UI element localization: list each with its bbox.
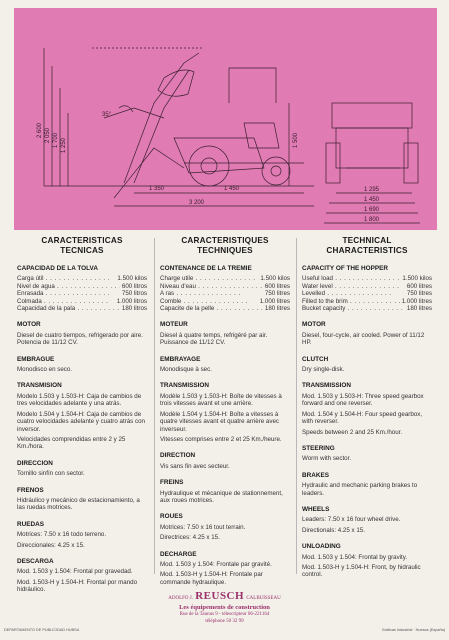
credit-left: DEPARTAMENTO DE PUBLICIDAD HUBSA	[4, 628, 80, 632]
section-title: CLUTCH	[302, 355, 329, 363]
dim-label: 1 450	[224, 186, 240, 192]
section-title: MOTOR	[302, 321, 326, 329]
dim-label: 2 050	[45, 127, 51, 143]
section-title: BRAKES	[302, 471, 329, 479]
dealer-prefix: ADOLFO J.	[168, 596, 193, 601]
spec-text: Directionals: 4.25 x 15.	[302, 526, 365, 534]
section-title: TRANSMISSION	[160, 382, 209, 390]
spec-row	[17, 283, 147, 290]
spec-text: Direccionales: 4.25 x 15.	[17, 541, 85, 549]
spec-row	[160, 305, 290, 312]
spec-value: 600 litres	[406, 282, 432, 290]
dumper-diagram	[14, 8, 437, 230]
spec-row	[160, 283, 290, 290]
spec-section	[17, 382, 147, 450]
spec-text: Vitesses comprises entre 2 et 25 Km./heure.	[160, 435, 282, 443]
spec-value: 180 litros	[121, 305, 147, 313]
spec-text: Leaders: 7.50 x 16 four wheel drive.	[302, 516, 401, 524]
spec-label: Comble . . .	[160, 298, 258, 305]
section-title: EMBRAYAGE	[160, 355, 201, 363]
section-title: DIRECTION	[160, 452, 196, 460]
spec-label: Capacidad de la pala . . .	[17, 305, 120, 312]
dealer-phone: téléphone 50 32 99	[205, 619, 244, 624]
spec-section	[17, 321, 147, 346]
spec-row	[160, 290, 290, 297]
spec-value: 750 litros	[121, 290, 147, 298]
spec-section	[160, 265, 290, 312]
spec-text: Diesel, four-cycle, air cooled. Power of 11/12 HP.	[302, 331, 425, 347]
section-title: CAPACIDAD DE LA TOLVA	[17, 265, 98, 272]
dealer-name: REUSCH	[195, 590, 245, 602]
spec-section	[17, 487, 147, 512]
spec-section	[160, 321, 290, 346]
section-title: EMBRAGUE	[17, 355, 55, 363]
credit-right: Gráficas Industrial · Huesca (España)	[381, 628, 445, 632]
spec-label: Niveau d'eau . . .	[160, 283, 263, 290]
section-title: TRANSMISION	[17, 382, 62, 390]
spec-value: 180 litres	[264, 305, 290, 313]
spec-text: Mod. 1.503-H y 1.504-H: Frontal por mando hidráulico.	[17, 578, 138, 594]
dealer-tagline: Les équipements de construction	[179, 604, 270, 611]
dim-label: 1 800	[364, 217, 380, 223]
spec-section	[302, 321, 432, 346]
spec-label: Capacite de la pelle . . .	[160, 305, 263, 312]
dim-label: 1 295	[364, 187, 380, 193]
spec-label: Colmada . . .	[17, 298, 115, 305]
spec-text: Modèle 1.503 y 1.503-H: Boîte de vitesses à trois vitesses avant et une arrière.	[160, 392, 282, 408]
spec-value: 180 litres	[406, 305, 432, 313]
spec-text: Vis sans fin avec secteur.	[160, 462, 230, 470]
spec-value: 600 litros	[121, 282, 147, 290]
spec-section	[160, 382, 290, 443]
spec-row	[302, 290, 432, 297]
dim-label: 2 600	[37, 122, 43, 138]
angle-label: 35°	[102, 112, 112, 118]
spec-value: 1.500 kilos	[402, 275, 432, 283]
spec-row	[17, 290, 147, 297]
spec-row	[160, 275, 290, 282]
spec-value: 750 litres	[406, 290, 432, 298]
dim-label: 1 500	[293, 132, 299, 148]
dim-label: 1 690	[364, 207, 380, 213]
spec-text: Directrices: 4.25 x 15.	[160, 534, 220, 542]
spec-section	[302, 265, 432, 312]
spec-section	[160, 479, 290, 504]
section-title: DIRECCION	[17, 459, 53, 467]
spec-value: 1.500 kilos	[117, 275, 147, 283]
spec-section	[302, 506, 432, 534]
spec-text: Modelo 1.503 y 1.503-H: Caja de cambios de tres velocidades adelante y una atrás.	[17, 392, 142, 408]
section-title: MOTOR	[17, 321, 41, 329]
spec-value: 1.000 litros	[116, 297, 147, 305]
spec-text: Velocidades comprendidas entre 2 y 25 Km./hora.	[17, 435, 126, 451]
spec-text: Hydraulique et mécanique de stationnement, aux roues motrices.	[160, 489, 283, 504]
section-title: FREINS	[160, 479, 184, 487]
spec-row	[302, 283, 432, 290]
section-title: CAPACITY OF THE HOPPER	[302, 265, 389, 272]
spec-row	[302, 305, 432, 312]
spec-row	[17, 305, 147, 312]
spec-row	[17, 298, 147, 305]
spec-section	[17, 558, 147, 594]
spec-columns	[0, 236, 449, 594]
spec-section	[17, 460, 147, 478]
spec-section	[302, 382, 432, 435]
spec-section	[302, 472, 432, 497]
section-title: TRANSMISSION	[302, 382, 351, 390]
section-title: MOTEUR	[160, 321, 188, 329]
spec-text: Diesel de cuatro tiempos, refrigerado por aire. Potencia de 11/12 CV.	[17, 331, 143, 347]
dim-label: 3 200	[189, 200, 205, 206]
spec-section	[302, 445, 432, 463]
spec-label: Water level . . .	[302, 283, 405, 290]
dim-label: 1 700	[53, 132, 59, 148]
spec-label: Useful load . . .	[302, 275, 400, 282]
spec-value: 750 litres	[264, 290, 290, 298]
dim-label: 1 350	[149, 186, 165, 192]
spec-text: Dry single-disk.	[302, 366, 345, 374]
dealer-address: Rue de la Taunus 9 - télescripteur 06-221164	[179, 612, 270, 617]
spec-text: Motrices: 7.50 x 16 todo terreno.	[17, 531, 107, 539]
spec-column	[160, 236, 290, 595]
section-title: WHEELS	[302, 505, 330, 513]
spec-value: 600 litres	[264, 282, 290, 290]
section-title: STEERING	[302, 444, 335, 452]
section-title: UNLOADING	[302, 543, 341, 551]
spec-section	[17, 356, 147, 374]
spec-section	[17, 521, 147, 549]
dim-label: 1 450	[364, 197, 380, 203]
spec-text: Diesel à quatre temps, refrigéré par air. Puissance de 11/12 CV.	[160, 331, 268, 347]
spec-section	[160, 513, 290, 541]
spec-section	[160, 551, 290, 587]
spec-label: A ras . . .	[160, 290, 263, 297]
section-title: CONTENANCE DE LA TREMIE	[160, 265, 252, 272]
spec-section	[160, 356, 290, 374]
dim-label: 1 250	[61, 137, 67, 153]
spec-section	[160, 452, 290, 470]
spec-label: Levelled . . .	[302, 290, 405, 297]
spec-text: Hidráulico y mecánico de estacionamiento, a las ruedas motrices.	[17, 496, 140, 512]
spec-text: Monodisque à sec.	[160, 366, 212, 374]
spec-label: Carga útil . . .	[17, 275, 115, 282]
spec-value: 1.000 litres	[401, 297, 432, 305]
spec-text: Mod. 1.503-H y 1.504-H: Front, by hidraulic control.	[302, 563, 421, 579]
spec-row	[17, 275, 147, 282]
spec-text: Mod. 1.504 y 1.504-H: Four speed gearbox, with reverser.	[302, 410, 423, 426]
section-title: DECHARGE	[160, 550, 197, 558]
spec-text: Tornillo sinfín con sector.	[17, 470, 85, 478]
spec-text: Motrices: 7.50 x 16 tout terrain.	[160, 523, 246, 531]
spec-column	[302, 236, 432, 588]
spec-text: Mod. 1.503 y 1.504: Frontal by gravity.	[302, 553, 408, 561]
spec-label: Bucket capacity . . .	[302, 305, 405, 312]
spec-text: Hydraulic and mechanic parking brakes to leaders.	[302, 482, 418, 497]
spec-text: Monodisco en seco.	[17, 366, 73, 374]
spec-text: Mod. 1.503 y 1.504: Frontale par gravité.	[160, 560, 272, 568]
section-title: FRENOS	[17, 486, 44, 494]
spec-text: Modèle 1.504 y 1.504-H: Boîte a vitesses à quatre vitesses avant et quatre arrière avec inverseur.	[160, 410, 280, 433]
column-heading: TECHNICAL CHARACTERISTICS	[326, 236, 408, 255]
column-heading: CARACTERISTIQUES TECHNIQUES	[181, 236, 269, 255]
spec-text: Worm with sector.	[302, 455, 352, 463]
section-title: RUEDAS	[17, 520, 44, 528]
spec-section	[302, 356, 432, 374]
spec-label: Filled to the brim . . .	[302, 298, 400, 305]
spec-label: Nivel de agua . . .	[17, 283, 120, 290]
spec-section	[17, 265, 147, 312]
spec-column	[17, 236, 147, 603]
technical-drawing	[14, 8, 437, 230]
spec-value: 1.000 litres	[259, 297, 290, 305]
spec-text: Mod. 1.503 y 1.504: Frontal por gravedad.	[17, 568, 133, 576]
dealer-logo	[0, 590, 449, 602]
spec-text: Speeds between 2 and 25 Km./hour.	[302, 428, 403, 436]
spec-row	[160, 298, 290, 305]
spec-text: Modelo 1.504 y 1.504-H: Caja de cambios de cuatro velocidades adelante y cuatro atrás con inversor.	[17, 410, 145, 433]
column-heading: CARACTERISTICAS TECNICAS	[41, 236, 123, 255]
spec-section	[302, 543, 432, 579]
spec-row	[302, 275, 432, 282]
spec-text: Mod. 1.503 y 1.503-H: Three speed gearbox forward and one reverser.	[302, 392, 424, 408]
spec-label: Enrasada . . .	[17, 290, 120, 297]
spec-value: 1.500 kilos	[260, 275, 290, 283]
spec-text: Mod. 1.503-H y 1.504-H: Frontale par commande hydraulique.	[160, 571, 263, 586]
dealer-town: CALBUISSEAU	[246, 596, 281, 601]
spec-label: Charge utile . . .	[160, 275, 258, 282]
spec-row	[302, 298, 432, 305]
section-title: ROUES	[160, 513, 183, 521]
section-title: DESCARGA	[17, 557, 54, 565]
